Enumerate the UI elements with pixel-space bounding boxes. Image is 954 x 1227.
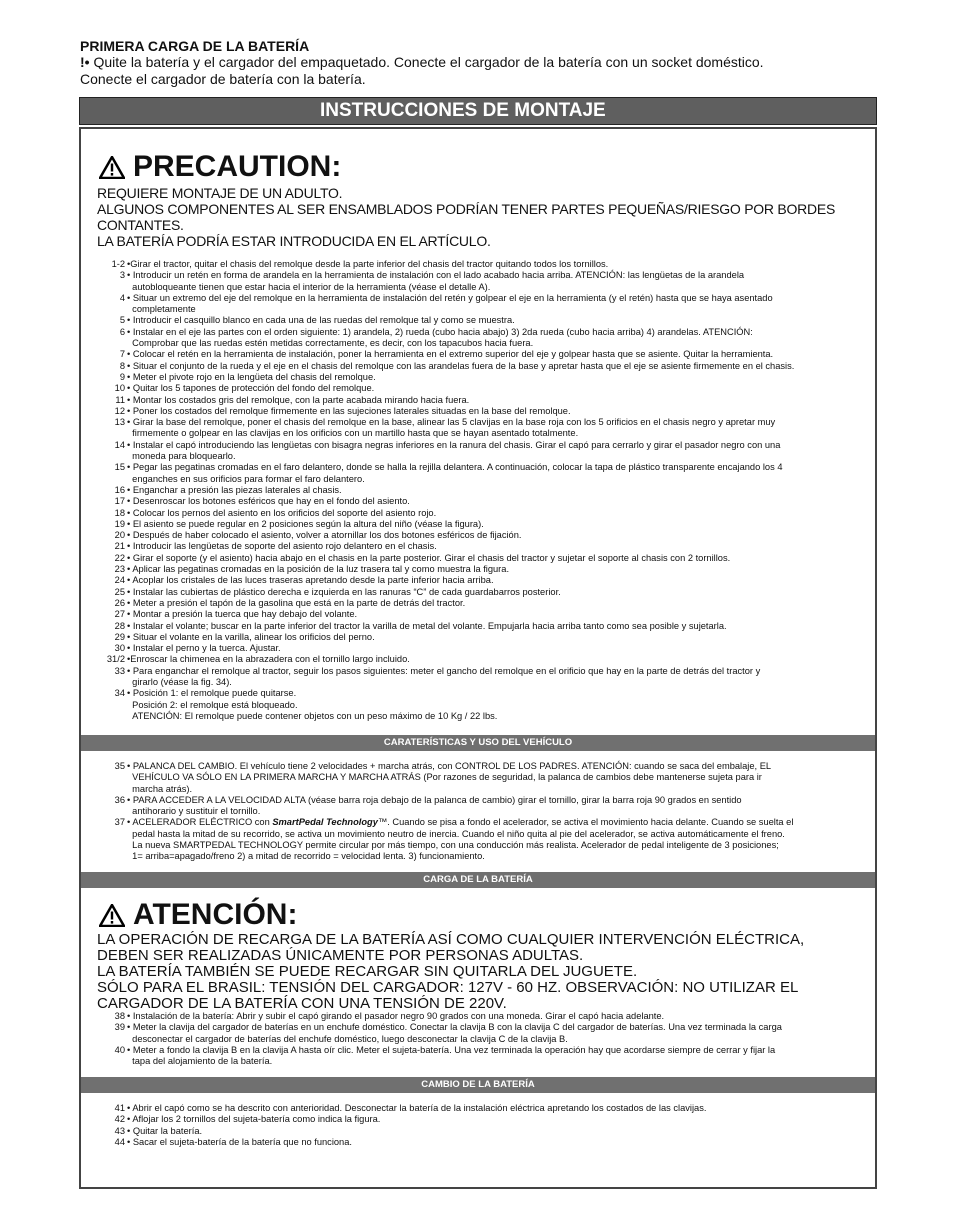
step-number: 29 — [114, 631, 125, 642]
step-text: • Introducir el casquillo blanco en cada una de las ruedas del remolque tal y como se muestra. — [127, 315, 515, 326]
precaution-lines — [97, 185, 835, 249]
step-number: 19 — [114, 518, 125, 529]
step-number: 36 — [114, 794, 125, 805]
instruction-step — [97, 349, 847, 360]
battery-charge-band: CARGA DE LA BATERÍA — [81, 872, 875, 888]
step-number: 20 — [114, 530, 125, 541]
step-text: Comprobar que las ruedas estén metidas correctamente, es decir, con los tapacubos hacia fuera. — [127, 338, 534, 349]
step-number: 24 — [114, 575, 125, 586]
battery-change-steps — [97, 1103, 847, 1148]
step-text: VEHÍCULO VA SÓLO EN LA PRIMERA MARCHA Y MARCHA ATRÁS (Por razones de seguridad, la palanca de cambios debe mantenerse sujeta para ir — [127, 772, 762, 783]
step-number: 9 — [119, 371, 125, 382]
step-text: • Colocar los pernos del asiento en los orificios del soporte del asiento rojo. — [127, 507, 437, 518]
first-charge-line1: Quite la batería y el cargador del empaquetado. Conecte el cargador de la batería con un socket doméstico. — [89, 54, 764, 70]
step-text: • Situar un extremo del eje del remolque en la herramienta de instalación del retén y golpear el eje en la herramienta (y el retén) hasta que se haya asentado — [127, 292, 773, 303]
step-number: 33 — [114, 665, 125, 676]
attention-lines — [97, 932, 804, 1012]
instruction-step — [97, 519, 847, 530]
step-text: tapa del alojamiento de la batería. — [127, 1056, 273, 1067]
instruction-step — [97, 666, 847, 689]
step-number: 42 — [114, 1114, 125, 1125]
attention-line: DEBEN SER REALIZADAS ÚNICAMENTE POR PERSONAS ADULTAS. — [97, 947, 584, 964]
step-number: 7 — [119, 349, 125, 360]
instruction-step — [97, 1011, 847, 1022]
instruction-step — [97, 761, 847, 795]
alert-bullet: !• — [80, 54, 90, 70]
step-text: enganches en sus orificios para formar el faro delantero. — [127, 473, 365, 484]
step-text: pedal hasta la mitad de su recorrido, se activa un movimiento neutro de inercia. Cuando el niño quita al pie del acelerador, se activa automáticamente el freno. — [127, 828, 785, 839]
instruction-step — [97, 395, 847, 406]
step-text: • Abrir el capó como se ha descrito con anterioridad. Desconectar la batería de la instalación eléctrica apretando los costados de las clavijas. — [127, 1103, 707, 1113]
step-number: 39 — [114, 1022, 125, 1033]
step-text: • Instalación de la batería: Abrir y subir el capó girando el pasador negro 90 grados con una moneda. Girar el capó hacia adelante. — [127, 1011, 665, 1021]
step-number: 25 — [114, 586, 125, 597]
step-text: • Situar el conjunto de la rueda y el eje en el chasis del remolque con las arandelas fuera de la base y apretar hasta que el eje se asiente firmemente en el chasis. — [127, 360, 795, 371]
instruction-step — [97, 259, 847, 270]
step-text: • PARA ACCEDER A LA VELOCIDAD ALTA (véase barra roja debajo de la palanca de cambio) girar el tornillo, girar la barra roja 90 grados en sentido — [127, 794, 742, 805]
precaution-line: REQUIERE MONTAJE DE UN ADULTO. — [97, 185, 343, 201]
step-text: • Meter el pivote rojo en la lengüeta del chasis del remolque. — [127, 371, 376, 382]
instruction-step — [97, 508, 847, 519]
precaution-line: CONTANTES. — [97, 217, 184, 233]
instruction-step — [97, 541, 847, 552]
step-number: 30 — [114, 643, 125, 654]
step-text: • Montar los costados gris del remolque, con la parte acabada mirando hacia fuera. — [127, 394, 470, 405]
step-text: • Instalar el capó introduciendo las lengüetas con bisagra negras inferiores en la ranura del chasis. Girar el capó para cerrarlo y girar el pasador negro con una — [127, 439, 781, 450]
step-number: 4 — [119, 292, 125, 303]
step-text: 1= arriba=apagado/freno 2) a mitad de recorrido = velocidad lenta. 3) funcionamiento. — [127, 851, 485, 862]
step-text: • Posición 1: el remolque puede quitarse. — [127, 688, 297, 699]
first-charge-section — [80, 38, 880, 88]
step-text: •Girar el tractor, quitar el chasis del remolque desde la parte inferior del chasis del tractor quitando todos los tornillos. — [127, 259, 609, 269]
step-text: autobloqueante tienen que estar hacia el interior de la herramienta (véase el detalle A). — [127, 281, 491, 292]
instruction-step — [97, 327, 847, 350]
warning-triangle-icon — [99, 156, 125, 179]
instruction-step — [97, 293, 847, 316]
instruction-step — [97, 1022, 847, 1045]
step-text: ATENCIÓN: El remolque puede contener objetos con un peso máximo de 10 Kg / 22 lbs. — [127, 710, 498, 721]
step-number: 43 — [114, 1125, 125, 1136]
step-text: completamente — [127, 304, 196, 315]
step-text: • Acoplar los cristales de las luces traseras apretando desde la parte inferior hacia arriba. — [127, 575, 494, 586]
instruction-step — [97, 383, 847, 394]
step-text: •Enroscar la chimenea en la abrazadera con el tornillo largo incluido. — [127, 654, 410, 665]
instruction-step — [97, 462, 847, 485]
attention-line: LA BATERÍA TAMBIÉN SE PUEDE RECARGAR SIN QUITARLA DEL JUGUETE. — [97, 963, 638, 980]
precaution-title-text: PRECAUTION: — [133, 150, 342, 183]
instruction-step — [97, 530, 847, 541]
instructions-box — [79, 127, 877, 1189]
instruction-step — [97, 598, 847, 609]
step-text: • Pegar las pegatinas cromadas en el faro delantero, donde se halla la rejilla delantera. A continuación, colocar la tapa de plástico transparente encajando los 4 — [127, 462, 783, 473]
attention-line: LA OPERACIÓN DE RECARGA DE LA BATERÍA ASÍ COMO CUALQUIER INTERVENCIÓN ELÉCTRICA, — [97, 931, 805, 948]
step-number: 21 — [114, 541, 125, 552]
step-text: • Aflojar los 2 tornillos del sujeta-batería como indica la figura. — [127, 1114, 381, 1125]
step-text: • Colocar el retén en la herramienta de instalación, poner la herramienta en el extremo superior del eje y golpear hasta que se asiente. Quitar la herramienta. — [127, 349, 774, 360]
step-number: 22 — [114, 552, 125, 563]
step-text: • Situar el volante en la varilla, alinear los orificios del perno. — [127, 631, 375, 642]
instruction-step — [97, 688, 847, 722]
instruction-step — [97, 654, 847, 665]
step-text: girarlo (véase la fig. 34). — [127, 676, 232, 687]
step-number: 31/2 — [106, 654, 125, 665]
step-number: 14 — [114, 439, 125, 450]
step-number: 8 — [119, 360, 125, 371]
assembly-steps — [97, 259, 847, 722]
step-text: desconectar el cargador de baterías del enchufe doméstico, luego desconectar la clavija C de la clavija B. — [127, 1033, 568, 1044]
step-text: • Quitar los 5 tapones de protección del fondo del remolque. — [127, 383, 375, 394]
instruction-step — [97, 372, 847, 383]
instruction-step — [97, 361, 847, 372]
instruction-step — [97, 553, 847, 564]
instruction-step — [97, 575, 847, 586]
attention-line: SÓLO PARA EL BRASIL: TENSIÓN DEL CARGADOR: 127V - 60 HZ. OBSERVACIÓN: NO UTILIZAR EL — [97, 979, 799, 996]
attention-title-text: ATENCIÓN: — [133, 898, 298, 931]
step-text: antihorario y sustituir el tornillo. — [127, 806, 261, 817]
step-number: 16 — [114, 484, 125, 495]
step-text: • Meter la clavija del cargador de baterías en un enchufe doméstico. Conectar la clavija B con la clavija C del cargador de baterías. Una vez terminada la carga — [127, 1022, 782, 1033]
step-text: • Instalar el perno y la tuerca. Ajustar. — [127, 643, 281, 654]
warning-triangle-icon — [99, 904, 125, 927]
precaution-line: LA BATERÍA PODRÍA ESTAR INTRODUCIDA EN EL ARTÍCULO. — [97, 233, 491, 249]
instruction-step — [97, 587, 847, 598]
step-text: firmemente o golpear en las clavijas en los orificios con un martillo hasta que se hayan asentado totalmente. — [127, 428, 579, 439]
instruction-step — [97, 817, 847, 862]
step-number: 27 — [114, 609, 125, 620]
step-number: 26 — [114, 597, 125, 608]
step-number: 41 — [114, 1103, 125, 1113]
instruction-step — [97, 1045, 847, 1068]
vehicle-use-band: CARATERÍSTICAS Y USO DEL VEHÍCULO — [81, 735, 875, 751]
instruction-step — [97, 315, 847, 326]
step-text: moneda para bloquearlo. — [127, 451, 236, 462]
first-charge-line2: Conecte el cargador de batería con la batería. — [80, 71, 366, 87]
step-number: 12 — [114, 405, 125, 416]
step-text: • Para enganchar el remolque al tractor, seguir los pasos siguientes: meter el gancho del remolque en el orificio que hay en la parte de detrás del tractor y — [127, 665, 761, 676]
attention-line: CARGADOR DE LA BATERÍA CON UNA TENSIÓN DE 220V. — [97, 995, 507, 1012]
step-text: • El asiento se puede regular en 2 posiciones según la altura del niño (véase la figura). — [127, 518, 484, 529]
instruction-step — [97, 406, 847, 417]
instruction-step — [97, 643, 847, 654]
precaution-line: ALGUNOS COMPONENTES AL SER ENSAMBLADOS PODRÍAN TENER PARTES PEQUEÑAS/RIESGO POR BORDES — [97, 201, 836, 217]
step-text: marcha atrás). — [127, 783, 193, 794]
instruction-step — [97, 609, 847, 620]
assembly-header: INSTRUCCIONES DE MONTAJE — [79, 97, 877, 125]
step-text: • Instalar las cubiertas de plástico derecha e izquierda en las ranuras “C” de cada guardabarros posterior. — [127, 586, 561, 597]
battery-change-band: CAMBIO DE LA BATERÍA — [81, 1077, 875, 1093]
step-number: 18 — [114, 507, 125, 518]
step-text: • Meter a fondo la clavija B en la clavija A hasta oír clic. Meter el sujeta-batería. Una vez terminada la operación hay que acordarse siempre de cerrar y fijar la — [127, 1044, 776, 1055]
step-text: La nueva SMARTPEDAL TECHNOLOGY permite circular por más tiempo, con una conducción más realista. Acelerador de pedal inteligente de 3 posiciones; — [127, 840, 779, 851]
instruction-step — [97, 1114, 847, 1125]
step-number: 38 — [114, 1011, 125, 1021]
vehicle-steps — [97, 761, 847, 863]
step-text: • Enganchar a presión las piezas laterales al chasis. — [127, 484, 342, 495]
step-number: 23 — [114, 564, 125, 575]
step-text: • Girar la base del remolque, poner el chasis del remolque en la base, alinear las 5 clavijas en la base roja con los 5 orificios en el chasis negro y apretar muy — [127, 417, 776, 428]
step-text: • Montar a presión la tuerca que hay debajo del volante. — [127, 609, 358, 620]
instruction-step — [97, 1103, 847, 1114]
step-text: • Aplicar las pegatinas cromadas en la posición de la luz trasera tal y como muestra la figura. — [127, 564, 510, 575]
step-text: • Introducir un retén en forma de arandela en la herramienta de instalación con el lado acabado hacia arriba. ATENCIÓN: las lengüetas de la arandela — [127, 270, 745, 281]
step-text: • Sacar el sujeta-batería de la batería que no funciona. — [127, 1136, 352, 1147]
instruction-step — [97, 270, 847, 293]
step-number: 1-2 — [111, 259, 125, 269]
attention-title — [99, 897, 297, 933]
precaution-title — [99, 149, 341, 185]
step-number: 17 — [114, 496, 125, 507]
step-text: • Meter a presión el tapón de la gasolina que está en la parte de detrás del tractor. — [127, 597, 466, 608]
instruction-step — [97, 632, 847, 643]
first-charge-text — [80, 54, 880, 88]
step-text: • Girar el soporte (y el asiento) hacia abajo en el chasis en la parte posterior. Girar el chasis del tractor y sujetar el soporte al chasis con 2 tornillos. — [127, 552, 731, 563]
step-number: 3 — [119, 270, 125, 281]
step-number: 6 — [119, 326, 125, 337]
step-text: Posición 2: el remolque está bloqueado. — [127, 699, 298, 710]
step-number: 34 — [114, 688, 125, 699]
step-number: 37 — [114, 817, 125, 828]
instruction-step — [97, 485, 847, 496]
step-number: 35 — [114, 761, 125, 771]
step-number: 44 — [114, 1136, 125, 1147]
instruction-step — [97, 795, 847, 818]
instruction-step — [97, 564, 847, 575]
step-text: • Quitar la batería. — [127, 1125, 203, 1136]
step-number: 40 — [114, 1044, 125, 1055]
step-number: 5 — [119, 315, 125, 326]
step-number: 13 — [114, 417, 125, 428]
step-number: 11 — [115, 394, 125, 405]
instruction-step — [97, 1137, 847, 1148]
step-text: • Desenroscar los botones esféricos que hay en el fondo del asiento. — [127, 496, 410, 507]
step-number: 15 — [114, 462, 125, 473]
step-text: • Después de haber colocado el asiento, volver a atornillar los dos botones esféricos de fijación. — [127, 530, 522, 541]
step-text: • Instalar el volante; buscar en la parte inferior del tractor la varilla de metal del volante. Empujarla hacia arriba tanto como sea posible y sujetarla. — [127, 620, 727, 631]
instruction-step — [97, 1126, 847, 1137]
step-text: • ACELERADOR ELÉCTRICO con SmartPedal Technology™. Cuando se pisa a fondo el acelerador, se activa el movimiento hacia delante. Cuando se suelta el — [127, 817, 794, 828]
instruction-step — [97, 621, 847, 632]
instruction-step — [97, 417, 847, 440]
first-charge-heading: PRIMERA CARGA DE LA BATERÍA — [80, 38, 310, 54]
instruction-step — [97, 440, 847, 463]
step-text: • PALANCA DEL CAMBIO. El vehículo tiene 2 velocidades + marcha atrás, con CONTROL DE LOS PADRES. ATENCIÓN: cuando se saca del embalaje, EL — [127, 761, 772, 771]
step-number: 28 — [114, 620, 125, 631]
instruction-step — [97, 496, 847, 507]
step-text: • Poner los costados del remolque firmemente en las sujeciones laterales situadas en la base del remolque. — [127, 405, 571, 416]
step-text: • Instalar en el eje las partes con el orden siguiente: 1) arandela, 2) rueda (cubo hacia abajo) 3) 2da rueda (cubo hacia arriba) 4) arandelas. ATENCIÓN: — [127, 326, 753, 337]
battery-steps — [97, 1011, 847, 1067]
step-number: 10 — [114, 383, 125, 394]
step-text: • Introducir las lengüetas de soporte del asiento rojo delantero en el chasis. — [127, 541, 437, 552]
